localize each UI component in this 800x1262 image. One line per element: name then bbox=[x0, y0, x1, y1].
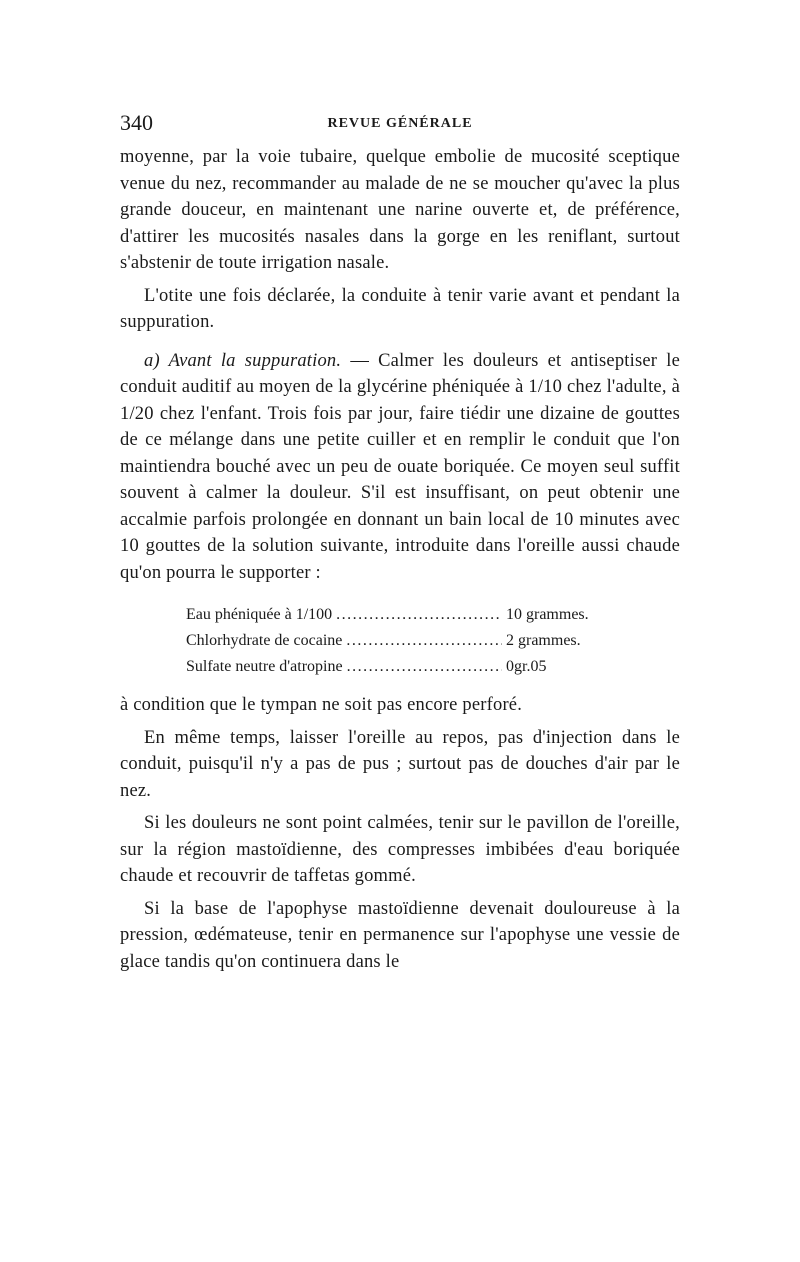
paragraph-3 bbox=[120, 348, 680, 587]
leader-dots bbox=[336, 602, 502, 628]
page bbox=[120, 110, 680, 975]
recipe bbox=[186, 602, 616, 680]
ingredient-quantity: 10 grammes. bbox=[506, 606, 589, 623]
paragraph-3-text: — Calmer les douleurs et antiseptiser le conduit auditif au moyen de la glycérine phéniquée à 1/10 chez l'adulte, à 1/20 chez l'enfant. Trois fois par jour, faire tiédir une dizaine de gouttes de ce mélange dans une petite cuiller et en remplir le conduit que l'on maintiendra bouché avec un peu de ouate boriquée. Ce moyen seul suffit souvent à calmer la douleur. S'il est insuffisant, on peut obtenir une accalmie parfois prolongée en donnant un bain local de 10 minutes avec 10 gouttes de la solution suivante, introduite dans l'oreille aussi chaude qu'on pourra le supporter : bbox=[120, 350, 680, 583]
paragraph-4: à condition que le tympan ne soit pas encore perforé. bbox=[120, 695, 523, 715]
recipe-row bbox=[186, 654, 616, 680]
section-label: a) Avant la suppuration. bbox=[144, 350, 342, 371]
paragraph-7: Si la base de l'apophyse mastoïdienne devenait douloureuse à la pression, œdémateuse, tenir en permanence sur l'apophyse une vessie de glace tandis qu'on continuera dans le bbox=[120, 898, 680, 972]
running-title: REVUE GÉNÉRALE bbox=[327, 116, 473, 131]
paragraph-1: moyenne, par la voie tubaire, quelque embolie de mucosité sceptique venue du nez, recommander au malade de ne se moucher qu'avec la plus grande douceur, en maintenant une narine ouverte et, de préférence, d'attirer les mucosités nasales dans la gorge en les reniflant, surtout s'abstenir de toute irrigation nasale. bbox=[120, 147, 680, 273]
paragraph-6: Si les douleurs ne sont point calmées, tenir sur le pavillon de l'oreille, sur la région mastoïdienne, des compresses imbibées d'eau boriquée chaude et recouvrir de taffetas gommé. bbox=[120, 813, 680, 886]
paragraph-5: En même temps, laisser l'oreille au repos, pas d'injection dans le conduit, puisqu'il n'y a pas de pus ; surtout pas de douches d'air par le nez. bbox=[120, 727, 680, 801]
paragraph-2: L'otite une fois déclarée, la conduite à tenir varie avant et pendant la suppuration. bbox=[120, 285, 680, 332]
running-head bbox=[120, 110, 680, 144]
leader-dots bbox=[347, 654, 502, 680]
ingredient-name: Eau phéniquée à 1/100 bbox=[186, 606, 333, 623]
ingredient-name: Chlorhydrate de cocaine bbox=[186, 632, 343, 649]
ingredient-quantity: 2 grammes. bbox=[506, 632, 581, 649]
recipe-row bbox=[186, 628, 616, 654]
ingredient-quantity: 0gr.05 bbox=[506, 658, 547, 675]
page-number: 340 bbox=[120, 110, 153, 135]
ingredient-name: Sulfate neutre d'atropine bbox=[186, 658, 343, 675]
leader-dots bbox=[346, 628, 502, 654]
recipe-row bbox=[186, 602, 616, 628]
